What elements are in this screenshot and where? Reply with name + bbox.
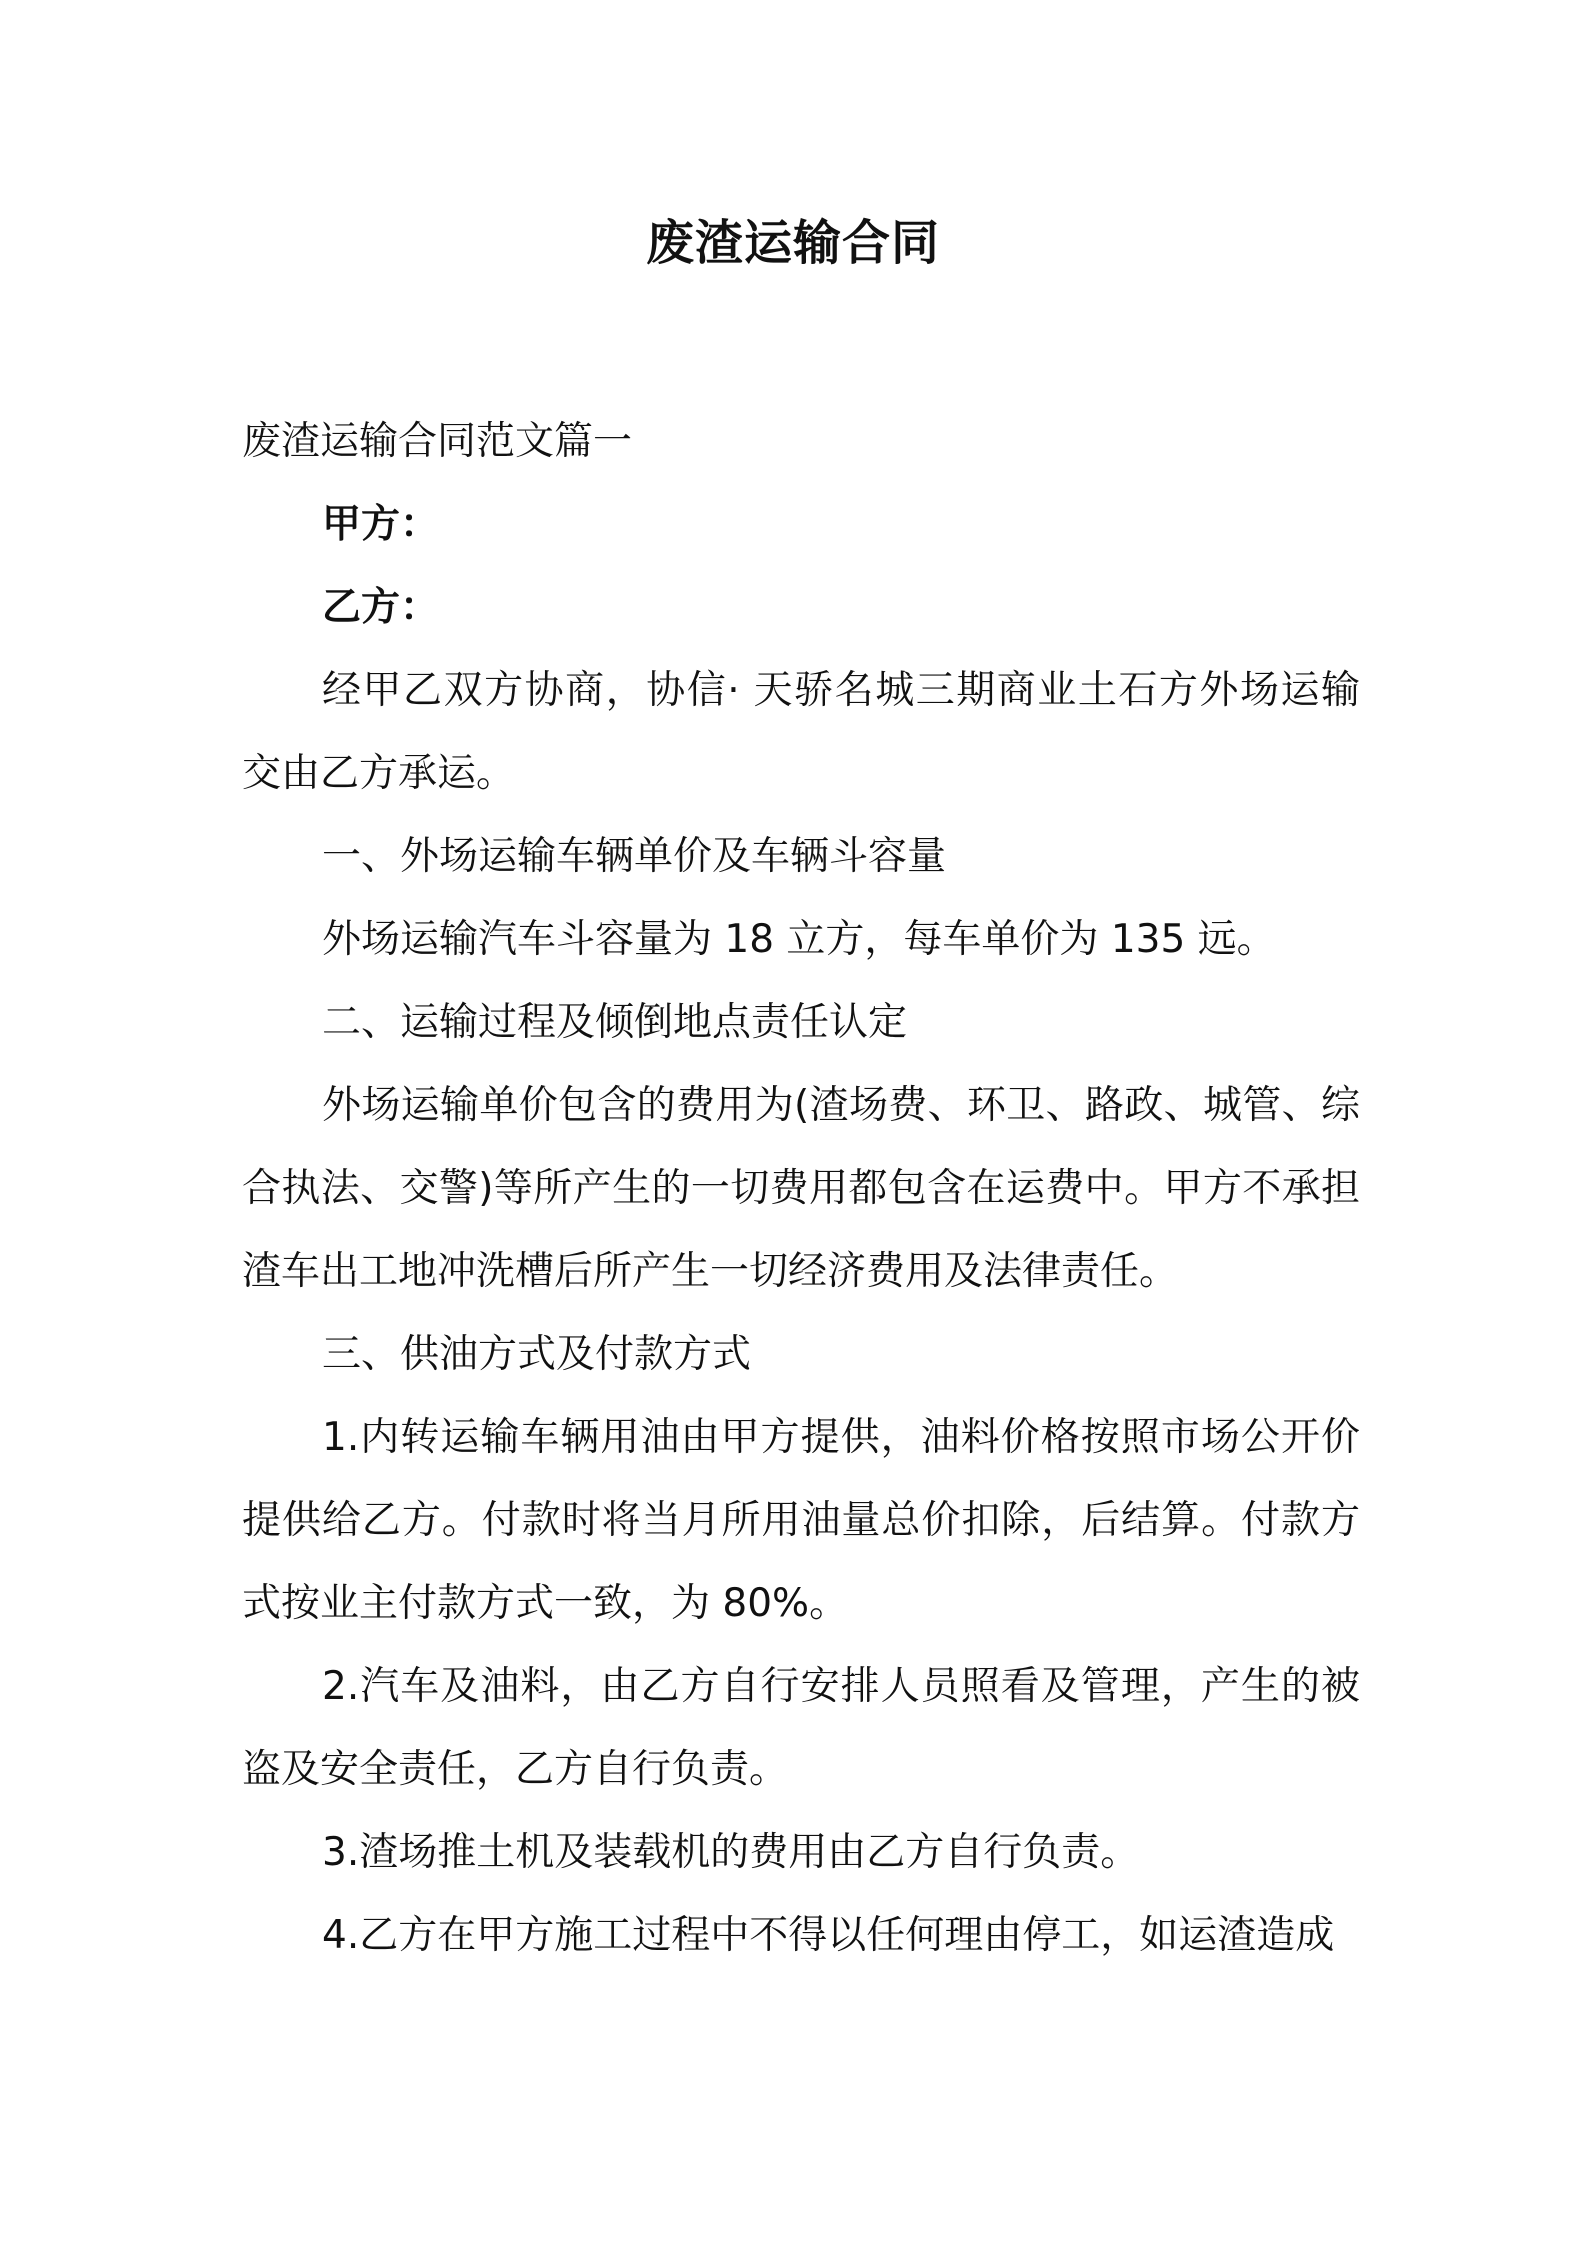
paragraph: 1.内转运输车辆用油由甲方提供，油料价格按照市场公开价提供给乙方。付款时将当月所用油量总价扣除，后结算。付款方式按业主付款方式一致，为 80%。 <box>242 1415 1360 1626</box>
paragraph: 外场运输汽车斗容量为 18 立方，每车单价为 135 远。 <box>322 917 1276 962</box>
paragraph: 外场运输单价包含的费用为(渣场费、环卫、路政、城管、综合执法、交警)等所产生的一切费用都包含在运费中。甲方不承担渣车出工地冲洗槽后所产生一切经济费用及法律责任。 <box>242 1083 1360 1294</box>
party-a-label: 甲方： <box>322 502 440 547</box>
party-b-label: 乙方： <box>322 585 440 630</box>
clause-heading: 一、外场运输车辆单价及车辆斗容量 <box>322 834 947 879</box>
section-heading: 废渣运输合同范文篇一 <box>242 419 633 464</box>
paragraph: 3.渣场推土机及装载机的费用由乙方自行负责。 <box>322 1830 1140 1875</box>
paragraph: 经甲乙双方协商，协信· 天骄名城三期商业土石方外场运输交由乙方承运。 <box>242 668 1360 796</box>
clause-heading: 二、运输过程及倾倒地点责任认定 <box>322 1000 908 1045</box>
document-body <box>242 400 1360 1977</box>
paragraph: 4.乙方在甲方施工过程中不得以任何理由停工，如运渣造成 <box>322 1913 1335 1958</box>
document-title: 废渣运输合同 <box>645 215 940 271</box>
clause-heading: 三、供油方式及付款方式 <box>322 1332 752 1377</box>
paragraph: 2.汽车及油料，由乙方自行安排人员照看及管理，产生的被盗及安全责任，乙方自行负责。 <box>242 1664 1360 1792</box>
